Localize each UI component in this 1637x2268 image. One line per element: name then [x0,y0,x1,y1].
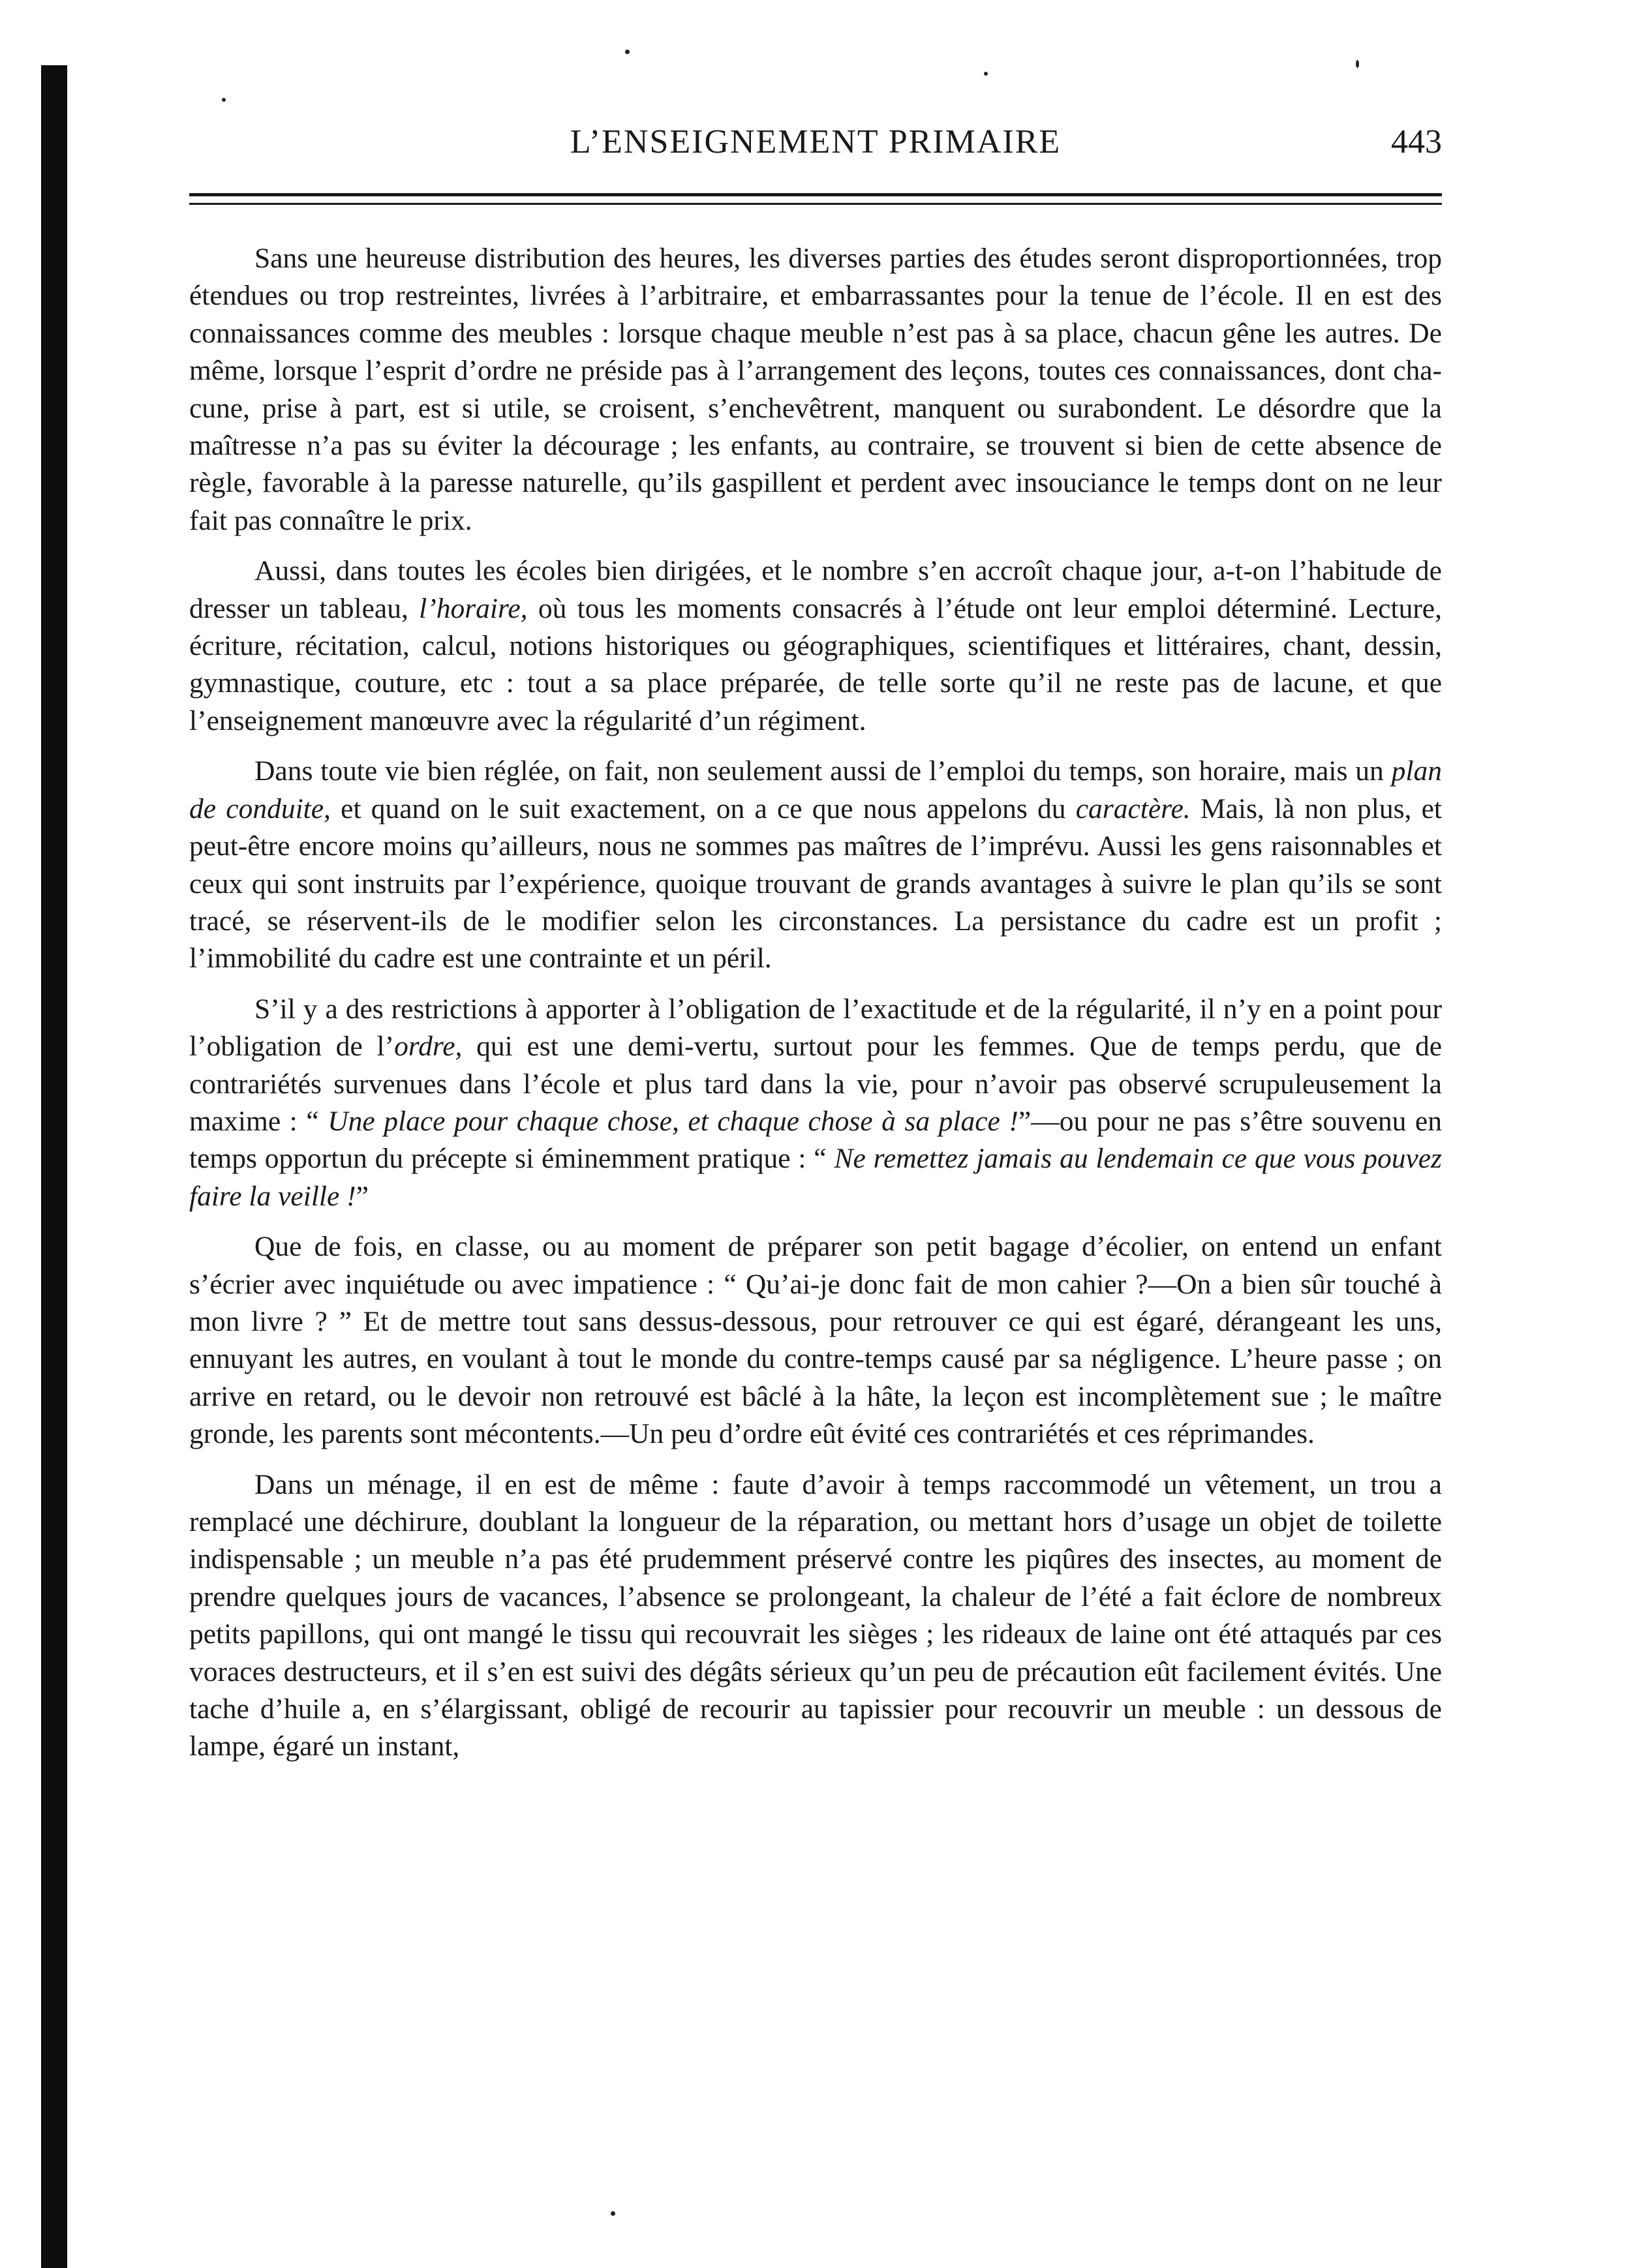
header-rule-top [189,193,1442,196]
scan-speck [611,2211,615,2216]
body-text [189,240,1442,1766]
text-run: Aussi, dans toutes les écoles bien dirigées, et le nombre s’en accroît chaque jour, a-t-on l’habitude de dresser un tableau, [189,555,1442,624]
body-paragraph [189,1228,1442,1453]
text-run: Dans toute vie bien réglée, on fait, non seulement aussi de l’emploi du temps, son horaire, mais un [254,755,1392,787]
italic-phrase: caractère. [1075,793,1191,824]
body-paragraph [189,240,1442,539]
text-run: Que de fois, en classe, ou au moment de préparer son petit bagage d’écolier, on entend un enfant s’écrier avec inquiétude ou avec impatience : “ Qu’ai-je donc fait de mon cahier ?—On a bien sûr touché à mon livre ? ” Et de mettre tout sans dessus-dessous, pour retrouver ce qui est égaré, dérangeant les uns, ennuyant les autres, en voulant à tout le monde du contre-temps causé par sa négligence. L’heure passe ; on arrive en retard, ou le devoir non retrouvé est bâclé à la hâte, la leçon est incomplètement sue ; le maître gronde, les parents sont mécontents.—Un peu d’ordre eût évité ces contrariétés et ces réprimandes. [189,1231,1442,1450]
header-rule-bottom [189,203,1442,205]
text-run: et quand on le suit exactement, on a ce que nous appelons du [330,793,1076,824]
body-paragraph [189,1466,1442,1766]
italic-phrase: ordre, [394,1031,463,1063]
page-number: 443 [1391,123,1442,160]
text-run: Dans un ménage, il en est de même : faute d’avoir à temps raccommodé un vêtement, un trou a remplacé une déchirure, doublant la longueur de la réparation, ou mettant hors d’usage un objet de toilette indispensable ; un meuble n’a pas été prudemment préservé contre les piqûres des insectes, au moment de prendre quelques jours de vacances, l’absence se prolongeant, la chaleur de l’été a fait éclore de nombreux petits papillons, qui ont mangé le tissu qui recouvrait les sièges ; les rideaux de laine ont été attaqués par ces voraces destructeurs, et il s’en est suivi des dégâts sérieux qu’un peu de précaution eût facilement évités. Une tache d’huile a, en s’élargissant, obligé de recourir au tapissier pour recouvrir un meuble : un dessous de lampe, égaré un instant, [189,1468,1442,1762]
scan-speck [984,72,988,76]
italic-phrase: Une place pour chaque chose, et chaque chose à sa place ! [328,1105,1018,1137]
body-paragraph [189,552,1442,740]
text-run: où tous les moments consacrés à l’étude ont leur emploi déterminé. Lecture, écriture, récitation, calcul, notions historiques ou géographiques, scientifiques et littéraires, chant, dessin, gymnastique, couture, etc : tout a sa place préparée, de telle sorte qu’il ne reste pas de lacune, et que l’enseignement manœuvre avec la régularité d’un régiment. [189,592,1442,736]
body-paragraph [189,991,1442,1215]
italic-phrase: Ne remettez jamais au lendemain ce que vous pouvez faire la veille ! [189,1143,1442,1212]
text-run: Sans une heureuse distribution des heures, les diverses parties des études seront disproportionnées, trop étendues ou trop restreintes, livrées à l’arbitraire, et embarrassantes pour la tenue de l’école. Il en est des connaissances comme des meubles : lorsque chaque meuble n’est pas à sa place, chacun gêne les autres. De même, lorsque l’esprit d’ordre ne préside pas à l’arrangement des leçons, toutes ces connaissances, dont chacune, prise à part, est si utile, se croisent, s’enchevêtrent, manquent ou surabondent. Le désordre que la maîtresse n’a pas su éviter la décourage ; les enfants, au contraire, se trouvent si bien de cette absence de règle, favorable à la paresse naturelle, qu’ils gaspillent et perdent avec insouciance le temps dont on ne leur fait pas connaître le prix. [189,243,1442,536]
italic-phrase: plan de conduite, [189,755,1442,824]
scan-speck [1356,60,1359,68]
running-title: L’ENSEIGNEMENT PRIMAIRE [570,123,1062,160]
italic-phrase: l’horaire, [419,592,528,624]
text-run: ” [356,1180,369,1212]
page-header [189,116,1442,168]
text-run: Mais, là non plus, et peut-être encore moins qu’ailleurs, nous ne sommes pas maîtres de l’imprévu. Aussi les gens raisonnables et ceux qui sont instruits par l’expérience, quoique trouvant de grands avantages à suivre le plan qu’ils se sont tracé, se réservent-ils de le modifier selon les circonstances. La persistance du cadre est un profit ; l’immobilité du cadre est une contrainte et un péril. [189,793,1443,975]
scan-speck [222,98,226,102]
text-run: qui est une demi-vertu, surtout pour les femmes. Que de temps perdu, que de contrariétés survenues dans l’école et plus tard dans la vie, pour n’avoir pas observé scrupuleusement la maxime : “ [189,1031,1443,1137]
text-run: ”—ou pour ne pas s’être souvenu en temps opportun du précepte si éminemment pratique : “ [189,1105,1442,1175]
scan-speck [625,50,630,54]
text-run: S’il y a des restrictions à apporter à l’obligation de l’exactitude et de la régularité, il n’y en a point pour l’obligation de l’ [189,993,1442,1063]
scan-edge-bar [41,65,67,2268]
body-paragraph [189,753,1442,977]
